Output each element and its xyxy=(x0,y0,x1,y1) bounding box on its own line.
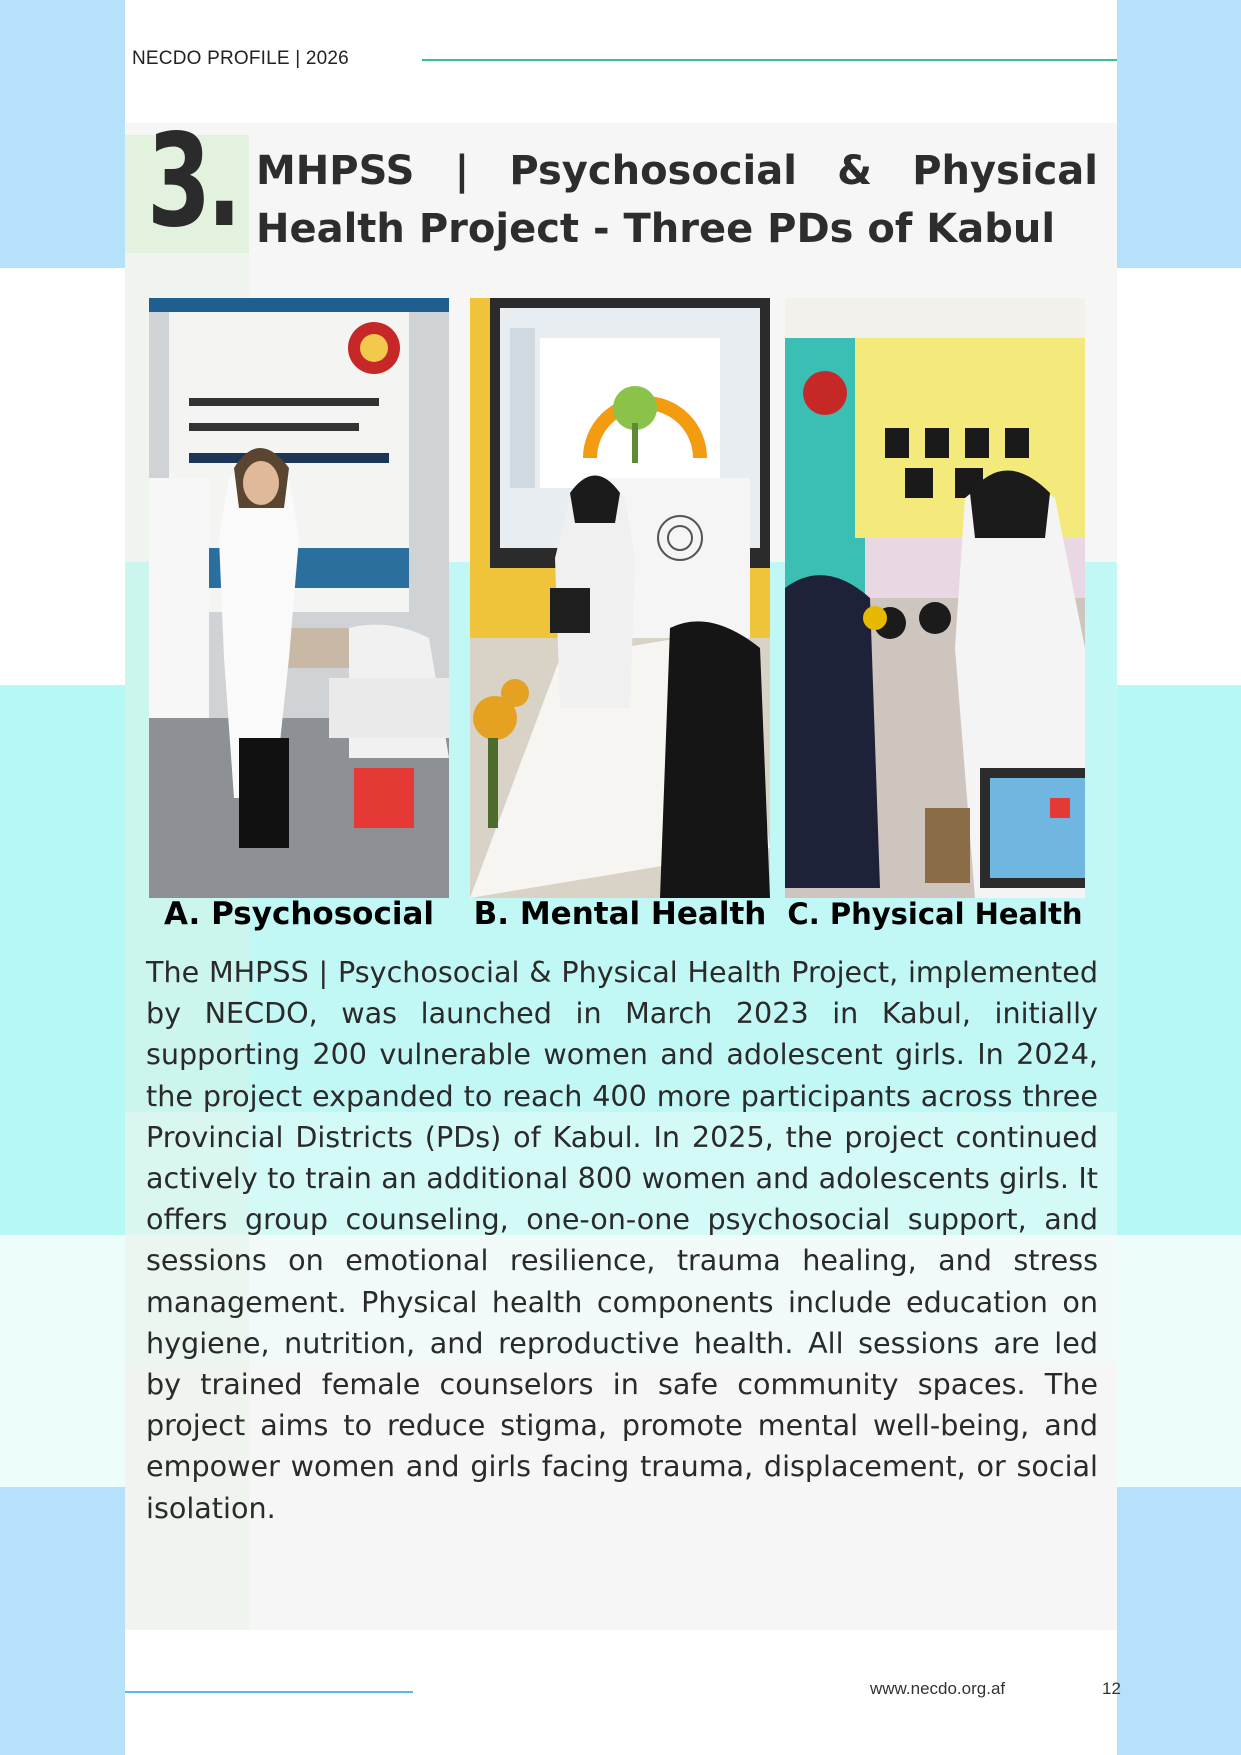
footer-divider xyxy=(125,1691,413,1693)
section-title: MHPSS | Psychosocial & Physical Health Project - Three PDs of Kabul xyxy=(256,148,1098,252)
footer-website-link[interactable]: www.necdo.org.af xyxy=(870,1679,1006,1698)
project-description: The MHPSS | Psychosocial & Physical Health Project, implemented by NECDO, was launched in March 2023 in Kabul, initially supporting 200 vulnerable women and adolescent girls. In 2024, the project expanded to reach 400 more participants across three Provincial Districts (PDs) of Kabul. In 2025, the project continued actively to train an additional 800 women and adolescents girls. It offers group counseling, one-on-one psychosocial support, and sessions on emotional resilience, trauma healing, and stress management. Physical health components include education on hygiene, nutrition, and reproductive health. All sessions are led by trained female counselors in safe community spaces. The project aims to reduce stigma, promote mental well-being, and empower women and girls facing trauma, displacement, or social isolation. xyxy=(146,955,1098,1525)
header-divider xyxy=(422,59,1117,61)
caption-psychosocial: A. Psychosocial xyxy=(163,896,434,932)
header-title: NECDO PROFILE | 2026 xyxy=(132,48,349,69)
photo-mental-health xyxy=(470,298,770,898)
caption-mental-health: B. Mental Health xyxy=(473,896,767,932)
photo-mental-health-image xyxy=(470,298,770,898)
photo-psychosocial-image xyxy=(149,298,449,898)
page xyxy=(125,0,1121,1755)
photo-physical-health xyxy=(785,298,1085,898)
page-number: 12 xyxy=(1102,1679,1121,1698)
section-number: 3. xyxy=(147,107,238,256)
photo-physical-health-image xyxy=(785,298,1085,898)
caption-physical-health: C. Physical Health xyxy=(787,897,1083,931)
photo-psychosocial xyxy=(149,298,449,898)
